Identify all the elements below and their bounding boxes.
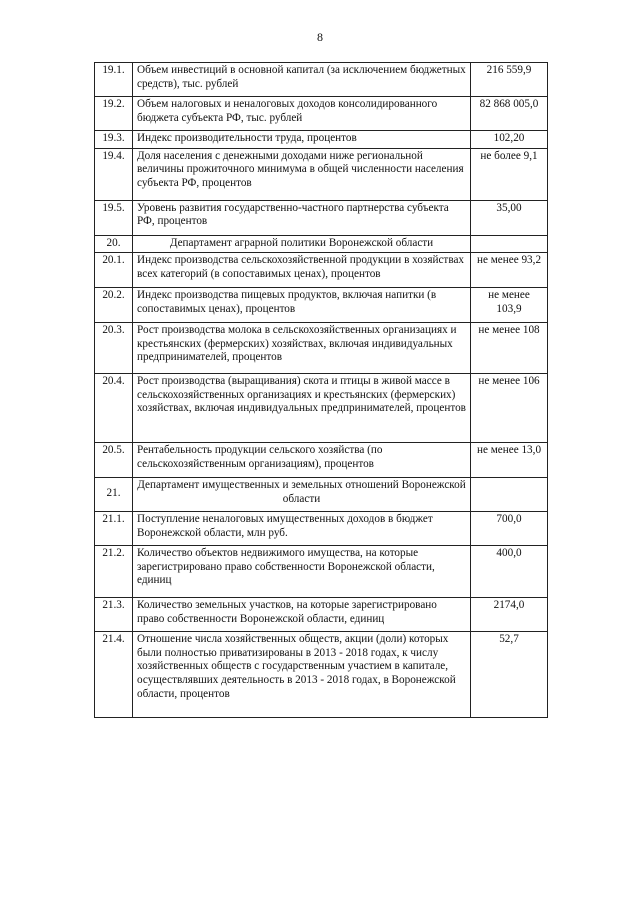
row-number: 20.3. (95, 323, 133, 374)
indicator-name: Количество земельных участков, на которые зарегистрировано право собственности Воронежской области, единиц (133, 598, 471, 632)
indicator-value: 2174,0 (471, 598, 548, 632)
row-number: 20.5. (95, 443, 133, 478)
department-name: Департамент аграрной политики Воронежской области (133, 235, 471, 253)
indicator-name: Рост производства (выращивания) скота и птицы в живой массе в сельскохозяйственных организациях и крестьянских (фермерских) хозяйствах, включая индивидуальных предпринимателей, процентов (133, 374, 471, 443)
indicator-value: не менее 108 (471, 323, 548, 374)
indicator-name: Поступление неналоговых имущественных доходов в бюджет Воронежской области, млн руб. (133, 512, 471, 546)
table-row (95, 598, 548, 632)
department-name: Департамент имущественных и земельных отношений Воронежской области (133, 478, 471, 512)
table-row (95, 323, 548, 374)
indicator-name: Количество объектов недвижимого имущества, на которые зарегистрировано право собственности Воронежской области, единиц (133, 546, 471, 598)
table-row (95, 131, 548, 149)
section-row (95, 478, 548, 512)
indicator-value: не более 9,1 (471, 148, 548, 200)
indicator-value: не менее 13,0 (471, 443, 548, 478)
indicator-value: 102,20 (471, 131, 548, 149)
row-number: 19.2. (95, 97, 133, 131)
table-row (95, 63, 548, 97)
indicator-value: 700,0 (471, 512, 548, 546)
section-row (95, 235, 548, 253)
section-number: 21. (95, 478, 133, 512)
indicator-name: Доля населения с денежными доходами ниже региональной величины прожиточного минимума в общей численности населения субъекта РФ, процентов (133, 148, 471, 200)
table-row (95, 200, 548, 235)
section-value-cell (471, 235, 548, 253)
indicators-table (94, 62, 548, 718)
table-row (95, 512, 548, 546)
table-row (95, 288, 548, 323)
table-row (95, 443, 548, 478)
indicator-value: 35,00 (471, 200, 548, 235)
indicator-value: 400,0 (471, 546, 548, 598)
indicator-name: Объем инвестиций в основной капитал (за исключением бюджетных средств), тыс. рублей (133, 63, 471, 97)
indicator-value: не менее 106 (471, 374, 548, 443)
table-row (95, 374, 548, 443)
section-value-cell (471, 478, 548, 512)
section-number: 20. (95, 235, 133, 253)
indicator-name: Отношение числа хозяйственных обществ, акции (доли) которых были полностью приватизированы в 2013 - 2018 годах, к числу хозяйственных обществ с государственным участием в капитале, осуществлявших деятельность в 2013 - 2018 годах, в Воронежской области, процентов (133, 632, 471, 718)
row-number: 21.3. (95, 598, 133, 632)
indicator-value: не менее 93,2 (471, 253, 548, 288)
table-row (95, 253, 548, 288)
row-number: 19.3. (95, 131, 133, 149)
indicator-value: 216 559,9 (471, 63, 548, 97)
row-number: 20.1. (95, 253, 133, 288)
indicator-value: 82 868 005,0 (471, 97, 548, 131)
row-number: 19.1. (95, 63, 133, 97)
row-number: 21.2. (95, 546, 133, 598)
table-row (95, 632, 548, 718)
row-number: 19.4. (95, 148, 133, 200)
indicator-name: Уровень развития государственно-частного партнерства субъекта РФ, процентов (133, 200, 471, 235)
indicator-value: 52,7 (471, 632, 548, 718)
table-row (95, 148, 548, 200)
indicator-name: Индекс производства пищевых продуктов, включая напитки (в сопоставимых ценах), процентов (133, 288, 471, 323)
row-number: 19.5. (95, 200, 133, 235)
row-number: 21.4. (95, 632, 133, 718)
indicator-value: не менее 103,9 (471, 288, 548, 323)
row-number: 21.1. (95, 512, 133, 546)
table-row (95, 97, 548, 131)
row-number: 20.2. (95, 288, 133, 323)
indicator-name: Объем налоговых и неналоговых доходов консолидированного бюджета субъекта РФ, тыс. рублей (133, 97, 471, 131)
indicator-name: Рост производства молока в сельскохозяйственных организациях и крестьянских (фермерских) хозяйствах, включая индивидуальных предпринимателей, процентов (133, 323, 471, 374)
indicator-name: Индекс производительности труда, процентов (133, 131, 471, 149)
indicator-name: Рентабельность продукции сельского хозяйства (по сельскохозяйственным организациям), процентов (133, 443, 471, 478)
table-row (95, 546, 548, 598)
row-number: 20.4. (95, 374, 133, 443)
page-number: 8 (317, 30, 323, 44)
indicator-name: Индекс производства сельскохозяйственной продукции в хозяйствах всех категорий (в сопоставимых ценах), процентов (133, 253, 471, 288)
